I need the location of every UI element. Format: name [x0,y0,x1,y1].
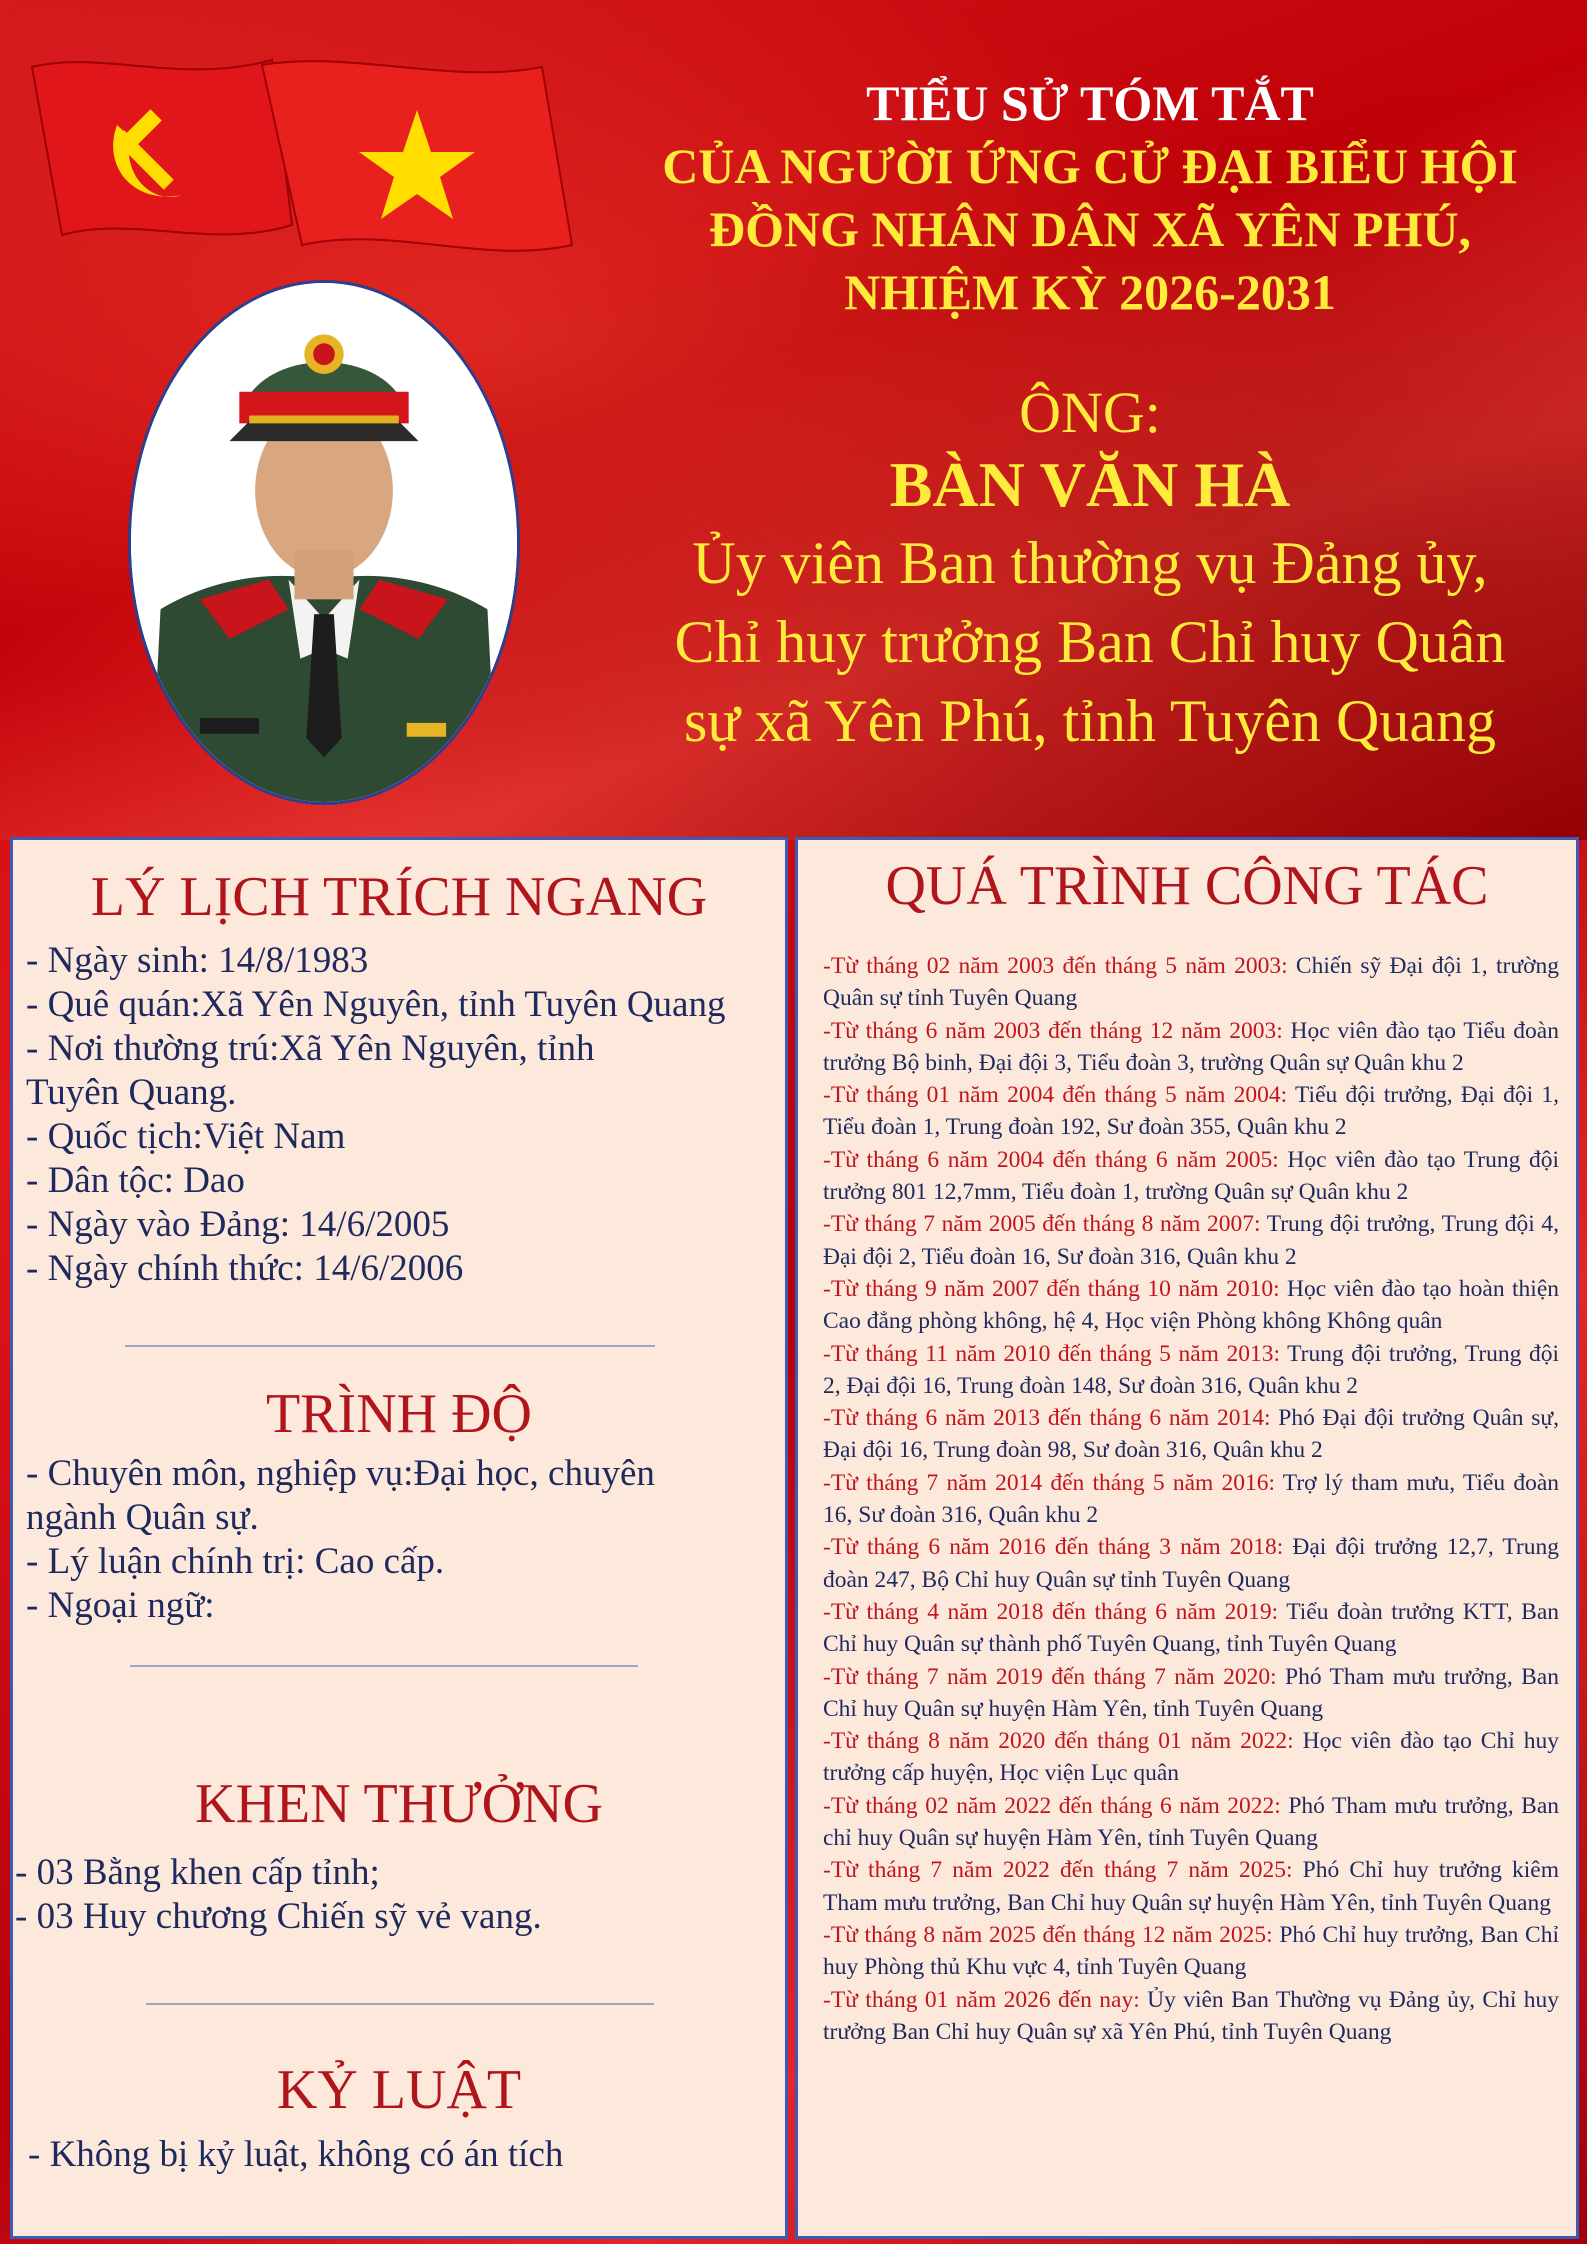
award-line: - 03 Bằng khen cấp tỉnh; [15,1852,380,1893]
document-subtitle-line-1: CỦA NGƯỜI ỨNG CỬ ĐẠI BIỂU HỘI [662,138,1518,194]
career-entry: -Từ tháng 7 năm 2014 đến tháng 5 năm 2016: Trợ lý tham mưu, Tiểu đoàn 16, Sư đoàn 316, Quân khu 2 [823,1469,1559,1529]
career-entry: -Từ tháng 8 năm 2025 đến tháng 12 năm 2025: Phó Chỉ huy trưởng, Ban Chỉ huy Phòng thủ Khu vực 4, tỉnh Tuyên Quang [823,1921,1559,1981]
career-entry: -Từ tháng 11 năm 2010 đến tháng 5 năm 2013: Trung đội trưởng, Trung đội 2, Đại đội 16, Trung đoàn 148, Sư đoàn 316, Quân khu 2 [823,1340,1560,1399]
career-entry: -Từ tháng 02 năm 2022 đến tháng 6 năm 2022: Phó Tham mưu trưởng, Ban chỉ huy Quân sự huyện Hàm Yên, tỉnh Tuyên Quang [823,1792,1559,1852]
career-entry: -Từ tháng 6 năm 2004 đến tháng 6 năm 2005: Học viên đào tạo Trung đội trưởng 801 12,7mm, Tiểu đoàn 1, trường Quân sự Quân khu 2 [823,1146,1559,1206]
candidate-name: BÀN VĂN HÀ [889,449,1291,520]
personal-info-panel [10,837,788,2239]
career-entry: -Từ tháng 6 năm 2013 đến tháng 6 năm 2014: Phó Đại đội trưởng Quân sự, Đại đội 16, Trung đoàn 98, Sư đoàn 316, Quân khu 2 [823,1405,1559,1464]
bio-line: - Nơi thường trú:Xã Yên Nguyên, tỉnh [26,1028,595,1069]
education-section-title: TRÌNH ĐỘ [266,1383,532,1445]
education-line: - Ngoại ngữ: [26,1585,215,1626]
career-entry: -Từ tháng 7 năm 2019 đến tháng 7 năm 2020: Phó Tham mưu trưởng, Ban Chỉ huy Quân sự huyện Hàm Yên, tỉnh Tuyên Quang [823,1663,1559,1722]
career-entry: -Từ tháng 01 năm 2026 đến nay: Ủy viên Ban Thường vụ Đảng ủy, Chỉ huy trưởng Ban Chỉ huy Quân sự xã Yên Phú, tỉnh Tuyên Quang [823,1986,1559,2045]
document-subtitle-line-2: ĐỒNG NHÂN DÂN XÃ YÊN PHÚ, [708,201,1471,257]
education-line: - Lý luận chính trị: Cao cấp. [26,1541,445,1582]
bio-line: - Dân tộc: Dao [26,1160,245,1201]
candidate-position-line-1: Ủy viên Ban thường vụ Đảng ủy, [692,530,1488,596]
bio-list [26,939,786,1291]
header-banner [0,0,1587,840]
career-entry: -Từ tháng 6 năm 2003 đến tháng 12 năm 2003: Học viên đào tạo Tiểu đoàn trưởng Bộ binh, Đại đội 3, Tiểu đoàn 3, trường Quân sự Quân khu 2 [823,1017,1559,1076]
discipline-line: - Không bị kỷ luật, không có án tích [28,2134,564,2175]
section-divider [130,1665,638,1667]
candidate-position-line-3: sự xã Yên Phú, tỉnh Tuyên Quang [684,688,1496,754]
bio-line: Tuyên Quang. [26,1072,237,1113]
career-timeline [823,950,1559,2048]
party-flag [32,60,292,235]
flags-illustration [22,55,582,265]
career-entry: -Từ tháng 8 năm 2020 đến tháng 01 năm 2022: Học viên đào tạo Chỉ huy trưởng cấp huyện, Học viện Lục quân [823,1728,1559,1787]
document-title: TIỂU SỬ TÓM TẮT [866,75,1314,131]
career-entry: -Từ tháng 02 năm 2003 đến tháng 5 năm 2003: Chiến sỹ Đại đội 1, trường Quân sự tỉnh Tuyên Quang [823,953,1559,1012]
bio-line: - Ngày vào Đảng: 14/6/2005 [26,1204,450,1245]
career-entry: -Từ tháng 6 năm 2016 đến tháng 3 năm 2018: Đại đội trưởng 12,7, Trung đoàn 247, Bộ Chỉ huy Quân sự tỉnh Tuyên Quang [823,1534,1559,1593]
career-entry: -Từ tháng 7 năm 2005 đến tháng 8 năm 2007: Trung đội trưởng, Trung đội 4, Đại đội 2, Tiểu đoàn 16, Sư đoàn 316, Quân khu 2 [823,1211,1560,1270]
career-entry: -Từ tháng 9 năm 2007 đến tháng 10 năm 2010: Học viên đào tạo hoàn thiện Cao đẳng phòng không, hệ 4, Học viện Phòng không Không quân [823,1275,1560,1335]
bio-line: - Quê quán:Xã Yên Nguyên, tỉnh Tuyên Quang [26,984,726,1025]
honorific: ÔNG: [1019,380,1161,445]
career-panel [795,837,1579,2239]
career-entry: -Từ tháng 4 năm 2018 đến tháng 6 năm 2019: Tiểu đoàn trưởng KTT, Ban Chỉ huy Quân sự thành phố Tuyên Quang, tỉnh Tuyên Quang [823,1598,1559,1658]
bio-line: - Quốc tịch:Việt Nam [26,1116,346,1157]
bio-line: - Ngày chính thức: 14/6/2006 [26,1248,464,1289]
title-block [600,72,1580,324]
candidate-portrait [128,280,520,805]
career-entry: -Từ tháng 7 năm 2022 đến tháng 7 năm 2025: Phó Chỉ huy trưởng kiêm Tham mưu trưởng, Ban Chỉ huy Quân sự huyện Hàm Yên, tỉnh Tuyên Quang [823,1857,1560,1916]
document-subtitle-line-3: NHIỆM KỲ 2026-2031 [844,264,1336,320]
awards-section-title: KHEN THƯỞNG [195,1773,603,1835]
award-line: - 03 Huy chương Chiến sỹ vẻ vang. [15,1896,542,1937]
awards-list [15,1851,785,1939]
education-line: ngành Quân sự. [26,1497,259,1538]
section-divider [125,1345,655,1347]
discipline-section-title: KỶ LUẬT [276,2059,522,2121]
bio-section-title: LÝ LỊCH TRÍCH NGANG [90,866,708,928]
education-list [26,1452,786,1628]
bio-line: - Ngày sinh: 14/8/1983 [26,940,369,981]
career-section-title: QUÁ TRÌNH CÔNG TÁC [885,855,1489,917]
candidate-info [600,380,1580,761]
career-entry: -Từ tháng 01 năm 2004 đến tháng 5 năm 2004: Tiểu đội trưởng, Đại đội 1, Tiểu đoàn 1, Trung đoàn 192, Sư đoàn 355, Quân khu 2 [823,1082,1559,1141]
education-line: - Chuyên môn, nghiệp vụ:Đại học, chuyên [26,1453,655,1494]
discipline-list [28,2133,788,2177]
section-divider [146,2003,654,2005]
candidate-position-line-2: Chỉ huy trưởng Ban Chỉ huy Quân [674,609,1506,675]
